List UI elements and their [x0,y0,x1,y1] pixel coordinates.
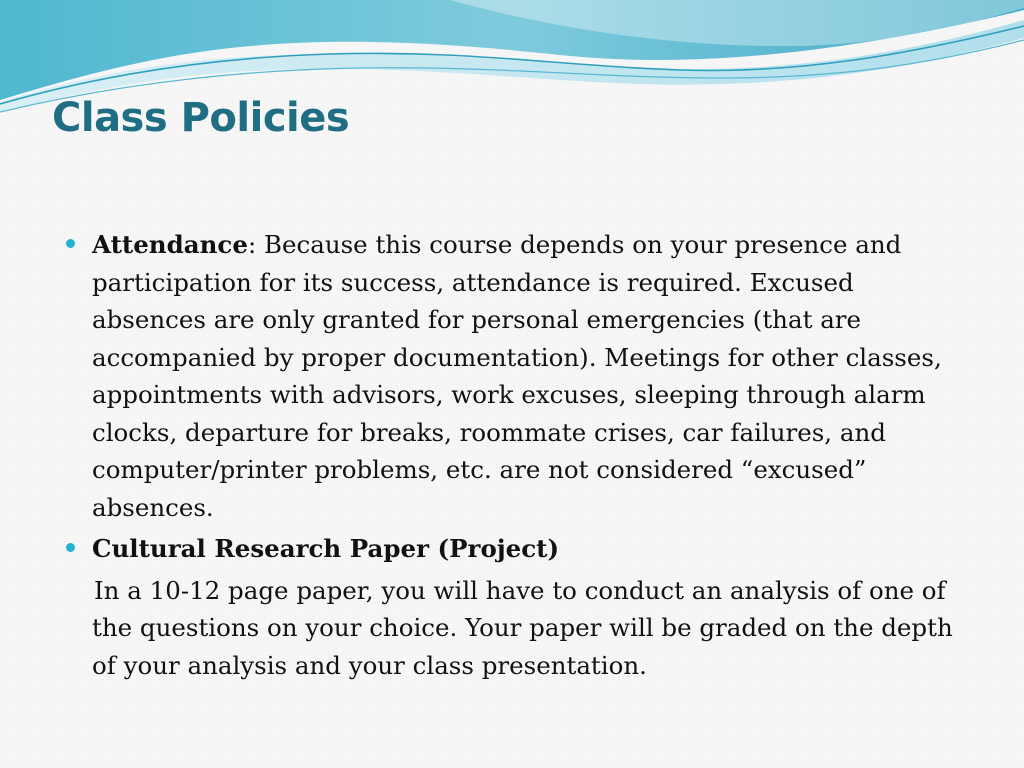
bullet-heading: Cultural Research Paper (Project) [92,534,560,563]
bullet-body: Because this course depends on your presence and participation for its success, attendance is required. Excused absences are only granted for personal emergencies (that are accompanied by proper documentation). Meetings for other classes, appointments with advisors, work excuses, sleeping through alarm clocks, departure for breaks, roommate crises, car failures, and computer/printer problems, etc. are not considered “excused” absences. [92,230,942,522]
research-paper-description [64,572,964,685]
slide-content [64,226,964,684]
bullet-dot-icon [66,543,75,552]
bullet-item-attendance [64,226,964,526]
bullet-dot-icon [66,239,75,248]
bullet-heading: Attendance [92,230,248,259]
slide-title: Class Policies [52,95,350,141]
paragraph-text: In a 10-12 page paper, you will have to conduct an analysis of one of the questions on your choice. Your paper will be graded on the depth of your analysis and your class presentation. [92,575,953,680]
bullet-heading-suffix: : [247,230,257,259]
bullet-item-research-paper [64,530,964,568]
